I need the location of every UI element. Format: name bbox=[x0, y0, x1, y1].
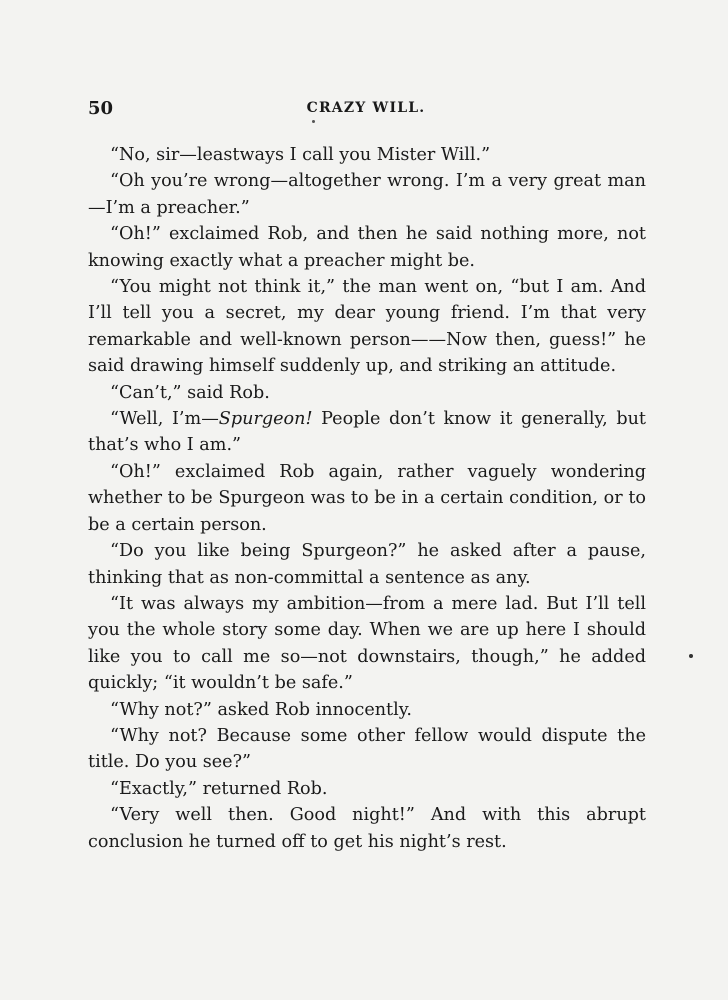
paragraph: “Very well then. Good night!” And with this abrupt conclusion he turned off to get his night’s rest. bbox=[88, 805, 646, 852]
paragraph: “Do you like being Spurgeon?” he asked after a pause, thinking that as non-committal a sentence as any. bbox=[88, 541, 646, 588]
paragraph-text: “Well, I’m— bbox=[110, 409, 219, 430]
paragraph: “Oh!” exclaimed Rob, and then he said nothing more, not knowing exactly what a preacher might be. bbox=[88, 224, 646, 271]
page-header bbox=[88, 98, 644, 122]
paragraph: “Why not?” asked Rob innocently. bbox=[110, 699, 412, 720]
paragraph: “Exactly,” returned Rob. bbox=[110, 778, 328, 799]
italic-text: Spurgeon! bbox=[218, 409, 313, 430]
paragraph-text: People don’t know it generally, but that’s who I am.” bbox=[88, 409, 646, 456]
paragraph: “Why not? Because some other fellow would dispute the title. Do you see?” bbox=[88, 725, 646, 773]
page-number: 50 bbox=[88, 98, 114, 119]
paragraph: “Can’t,” said Rob. bbox=[110, 382, 270, 403]
body-text bbox=[88, 142, 646, 855]
paragraph: “Oh!” exclaimed Rob again, rather vaguely wondering whether to be Spurgeon was to be in a certain condition, or to be a certain person. bbox=[88, 461, 646, 535]
print-speck bbox=[312, 120, 315, 123]
paragraph: “You might not think it,” the man went on, “but I am. And I’ll tell you a secret, my dear young friend. I’m that very remarkable and well-known person——Now then, guess!” he said drawing himself suddenly up, and striking an attitude. bbox=[88, 277, 646, 377]
running-head: CRAZY WILL. bbox=[306, 100, 426, 116]
paragraph bbox=[88, 406, 646, 459]
paragraph: “Oh you’re wrong—altogether wrong. I’m a very great man—I’m a preacher.” bbox=[88, 171, 646, 218]
paragraph: “It was always my ambition—from a mere lad. But I’ll tell you the whole story some day. When we are up here I should like you to call me so—not downstairs, though,” he added quickly; “it wouldn’t be safe.” bbox=[88, 593, 646, 694]
print-speck bbox=[689, 654, 693, 658]
paragraph: “No, sir—leastways I call you Mister Will.” bbox=[110, 145, 491, 165]
